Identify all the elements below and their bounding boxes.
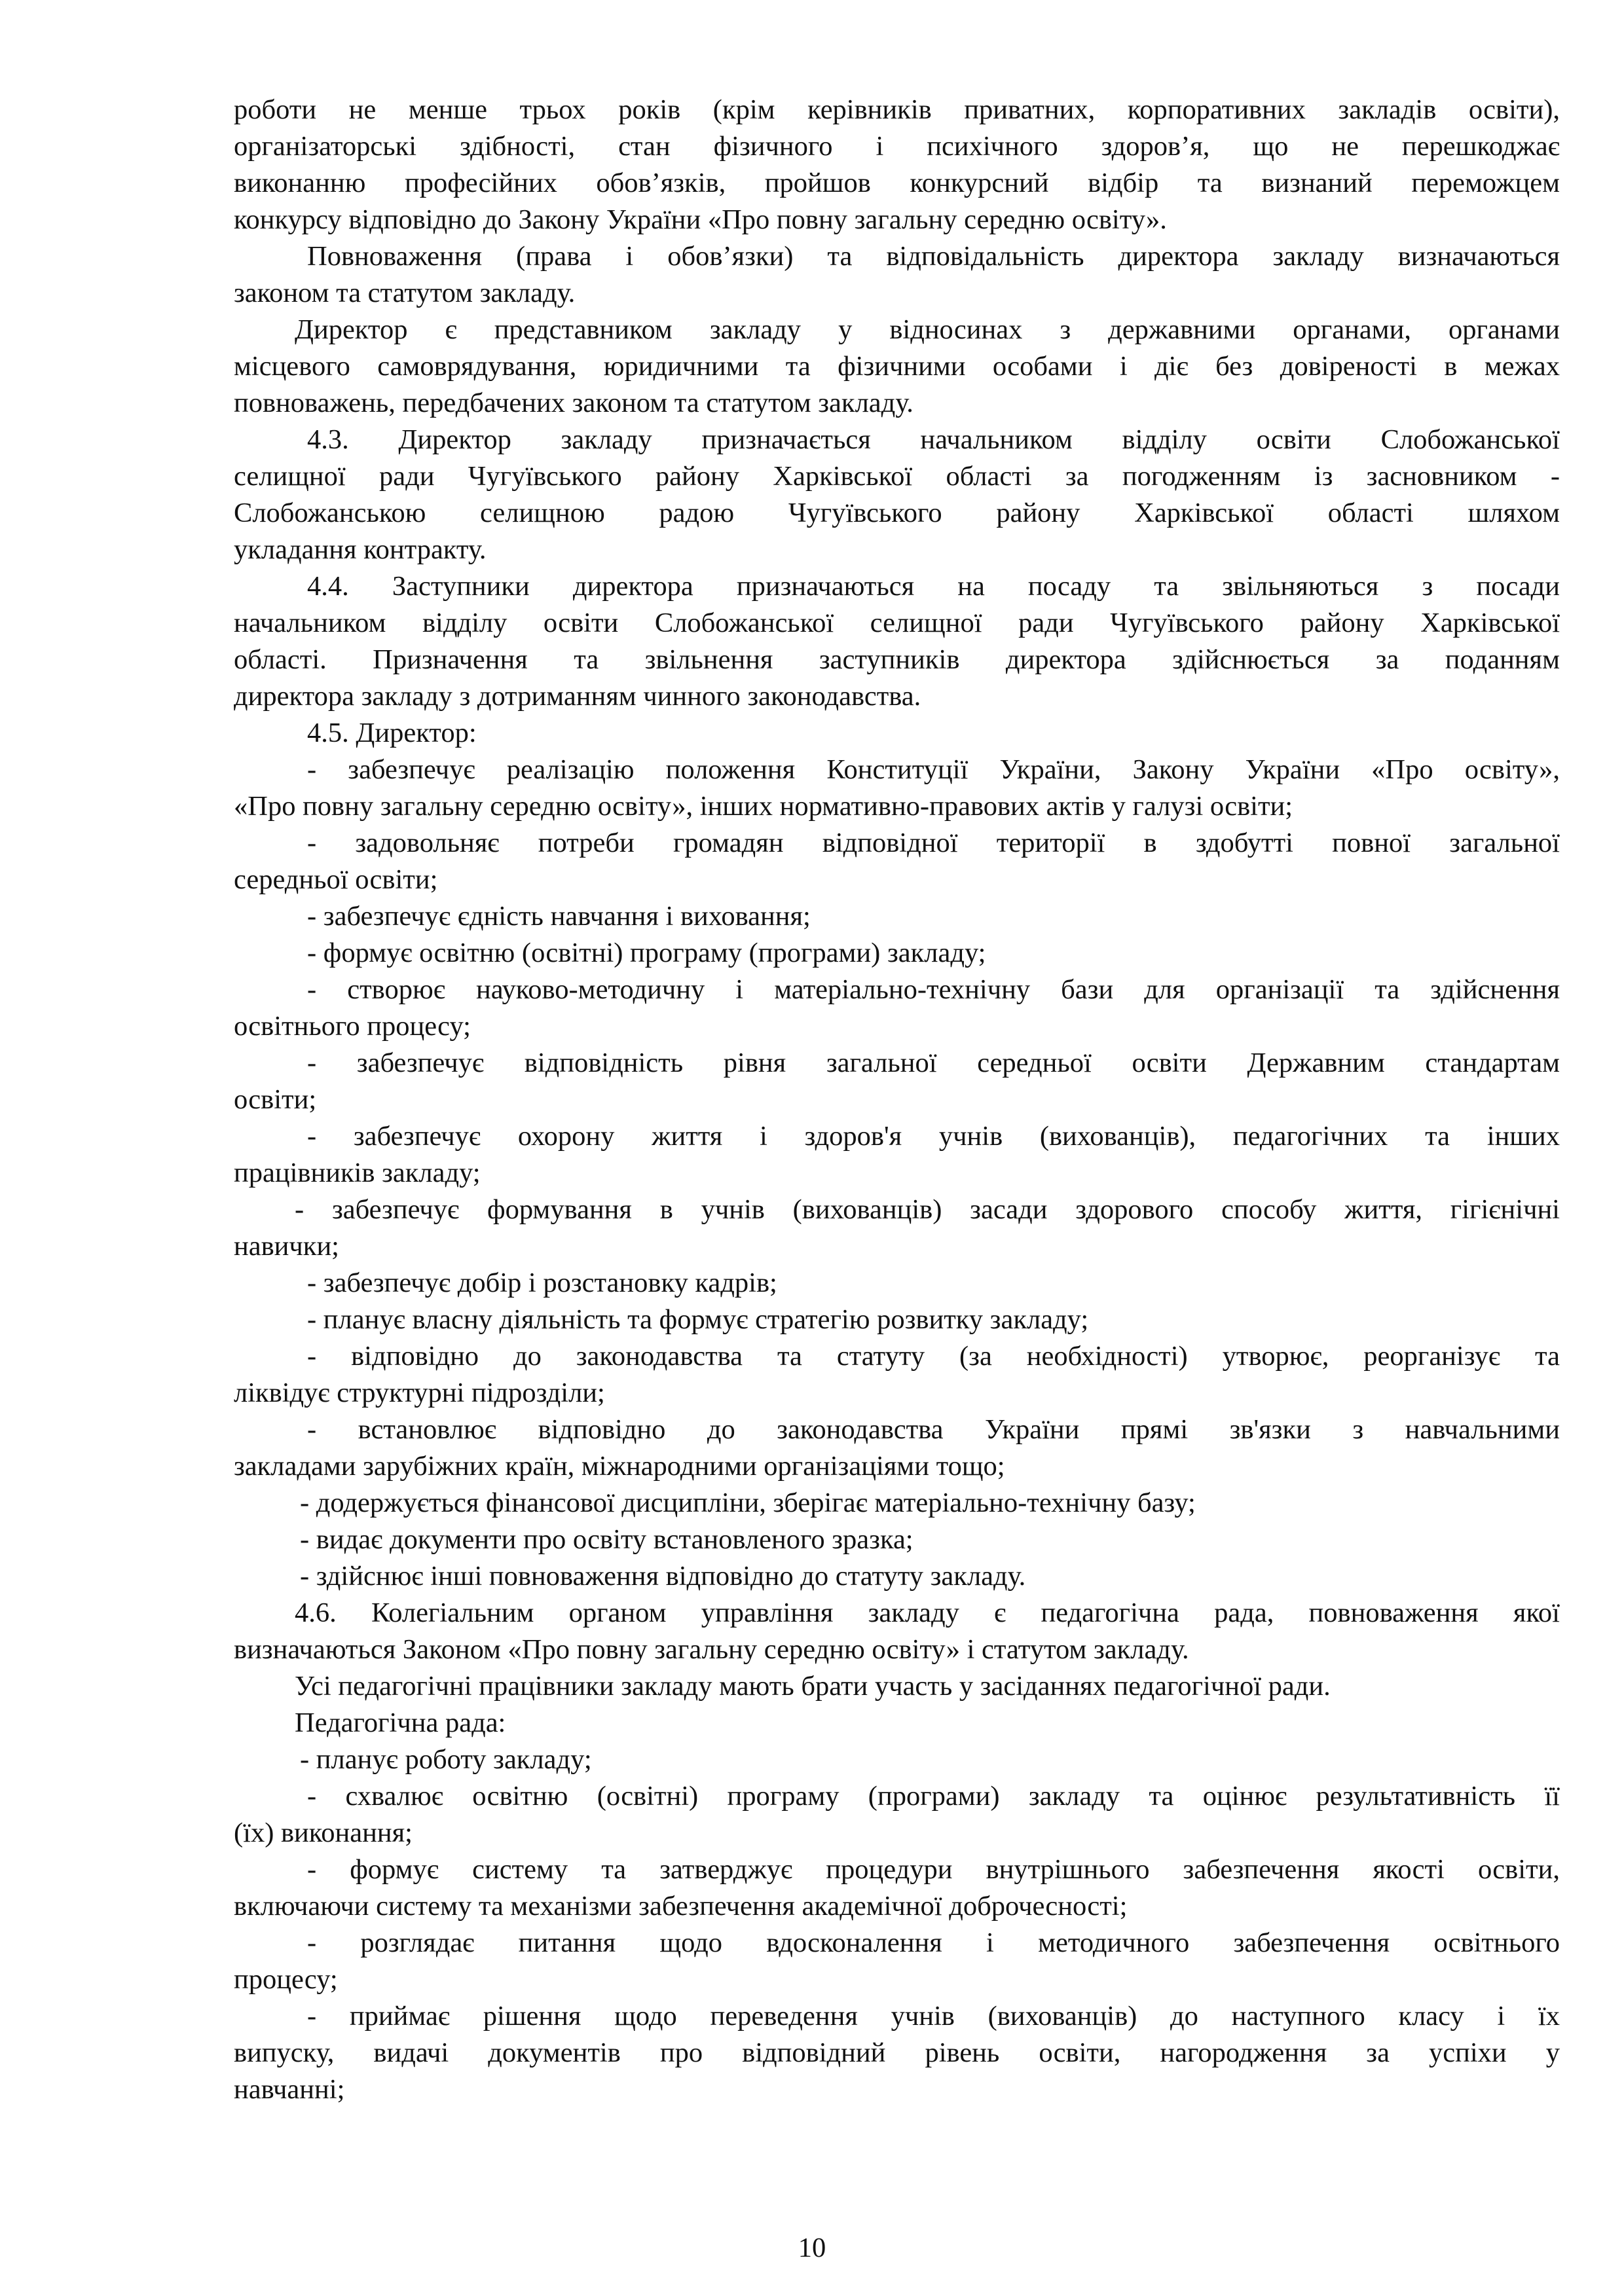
text-line: - забезпечує формування в учнів (вихованців) засади здорового способу життя, гігієнічні — [295, 1194, 1560, 1225]
text-line: Слобожанською селищною радою Чугуївського району Харківської області шляхом — [234, 498, 1560, 528]
text-line: місцевого самоврядування, юридичними та фізичними особами і діє без довіреності в межах — [234, 351, 1560, 382]
text-line: - відповідно до законодавства та статуту (за необхідності) утворює, реорганізує та — [307, 1341, 1560, 1372]
text-line: - забезпечує відповідність рівня загальної середньої освіти Державним стандартам — [307, 1048, 1560, 1078]
text-line: - задовольняє потреби громадян відповідної території в здобутті повної загальної — [307, 828, 1560, 858]
text-line: визначаються Законом «Про повну загальну середню освіту» і статутом закладу. — [234, 1634, 1189, 1665]
text-line: процесу; — [234, 1964, 338, 1995]
text-line: начальником відділу освіти Слобожанської селищної ради Чугуївського району Харківської — [234, 608, 1560, 638]
text-line: - забезпечує єдність навчання і виховання; — [307, 901, 811, 932]
text-line: ліквідує структурні підрозділи; — [234, 1377, 605, 1408]
text-line: включаючи систему та механізми забезпечення академічної доброчесності; — [234, 1891, 1128, 1922]
text-line: 4.3. Директор закладу призначається начальником відділу освіти Слобожанської — [307, 424, 1560, 455]
text-line: закладами зарубіжних країн, міжнародними організаціями тощо; — [234, 1451, 1005, 1482]
text-line: - планує роботу закладу; — [300, 1744, 592, 1775]
text-line: навчанні; — [234, 2074, 345, 2105]
text-line: Повноваження (права і обов’язки) та відповідальність директора закладу визначаються — [307, 241, 1560, 272]
text-line: працівників закладу; — [234, 1157, 481, 1188]
text-line: роботи не менше трьох років (крім керівників приватних, корпоративних закладів освіти), — [234, 94, 1560, 125]
document-body — [234, 92, 1560, 2108]
text-line: - забезпечує добір і розстановку кадрів; — [307, 1267, 777, 1298]
text-line: - встановлює відповідно до законодавства України прямі зв'язки з навчальними — [307, 1414, 1560, 1445]
text-line: конкурсу відповідно до Закону України «Про повну загальну середню освіту». — [234, 204, 1167, 235]
text-line: - схвалює освітню (освітні) програму (програми) закладу та оцінює результативність її — [307, 1781, 1560, 1812]
text-line: освітнього процесу; — [234, 1011, 471, 1042]
text-line: селищної ради Чугуївського району Харківської області за погодженням із засновником - — [234, 461, 1560, 492]
text-line: «Про повну загальну середню освіту», інших нормативно-правових актів у галузі освіти; — [234, 791, 1293, 822]
text-line: - видає документи про освіту встановленого зразка; — [300, 1524, 913, 1555]
text-line: - забезпечує охорону життя і здоров'я учнів (вихованців), педагогічних та інших — [307, 1121, 1560, 1152]
text-line: 4.4. Заступники директора призначаються на посаду та звільняються з посади — [307, 571, 1560, 602]
text-line: середньої освіти; — [234, 864, 438, 895]
text-line: Директор є представником закладу у відносинах з державними органами, органами — [295, 314, 1560, 345]
text-line: - приймає рішення щодо переведення учнів (вихованців) до наступного класу і їх — [307, 2001, 1560, 2032]
page-number: 10 — [798, 2232, 826, 2263]
text-line: - створює науково-методичну і матеріально-технічну бази для організації та здійснення — [307, 974, 1560, 1005]
text-line: повноважень, передбачених законом та статутом закладу. — [234, 388, 913, 418]
text-line: виконанню професійних обов’язків, пройшов конкурсний відбір та визнаний переможцем — [234, 168, 1560, 198]
text-line: директора закладу з дотриманням чинного законодавства. — [234, 681, 921, 712]
text-line: області. Призначення та звільнення заступників директора здійснюється за поданням — [234, 644, 1560, 675]
text-line: Педагогічна рада: — [295, 1707, 506, 1738]
text-line: навички; — [234, 1231, 339, 1262]
text-line: - формує систему та затверджує процедури внутрішнього забезпечення якості освіти, — [307, 1854, 1560, 1885]
text-line: організаторські здібності, стан фізичного і психічного здоров’я, що не перешкоджає — [234, 131, 1560, 162]
text-line: випуску, видачі документів про відповідний рівень освіти, нагородження за успіхи у — [234, 2037, 1560, 2068]
text-line: - додержується фінансової дисципліни, зберігає матеріально-технічну базу; — [300, 1487, 1196, 1518]
text-line: - забезпечує реалізацію положення Конституції України, Закону України «Про освіту», — [307, 754, 1560, 785]
text-line: (їх) виконання; — [234, 1817, 413, 1848]
text-line: укладання контракту. — [234, 534, 487, 565]
text-line: законом та статутом закладу. — [234, 278, 576, 308]
text-line: 4.6. Колегіальним органом управління закладу є педагогічна рада, повноваження якої — [295, 1597, 1560, 1628]
text-line: - формує освітню (освітні) програму (програми) закладу; — [307, 938, 986, 968]
text-line: - здійснює інші повноваження відповідно до статуту закладу. — [300, 1561, 1026, 1592]
text-line: 4.5. Директор: — [307, 718, 477, 748]
text-line: Усі педагогічні працівники закладу мають брати участь у засіданнях педагогічної ради. — [295, 1671, 1331, 1702]
text-line: - розглядає питання щодо вдосконалення і методичного забезпечення освітнього — [307, 1927, 1560, 1958]
text-line: освіти; — [234, 1084, 317, 1115]
text-line: - планує власну діяльність та формує стратегію розвитку закладу; — [307, 1304, 1089, 1335]
